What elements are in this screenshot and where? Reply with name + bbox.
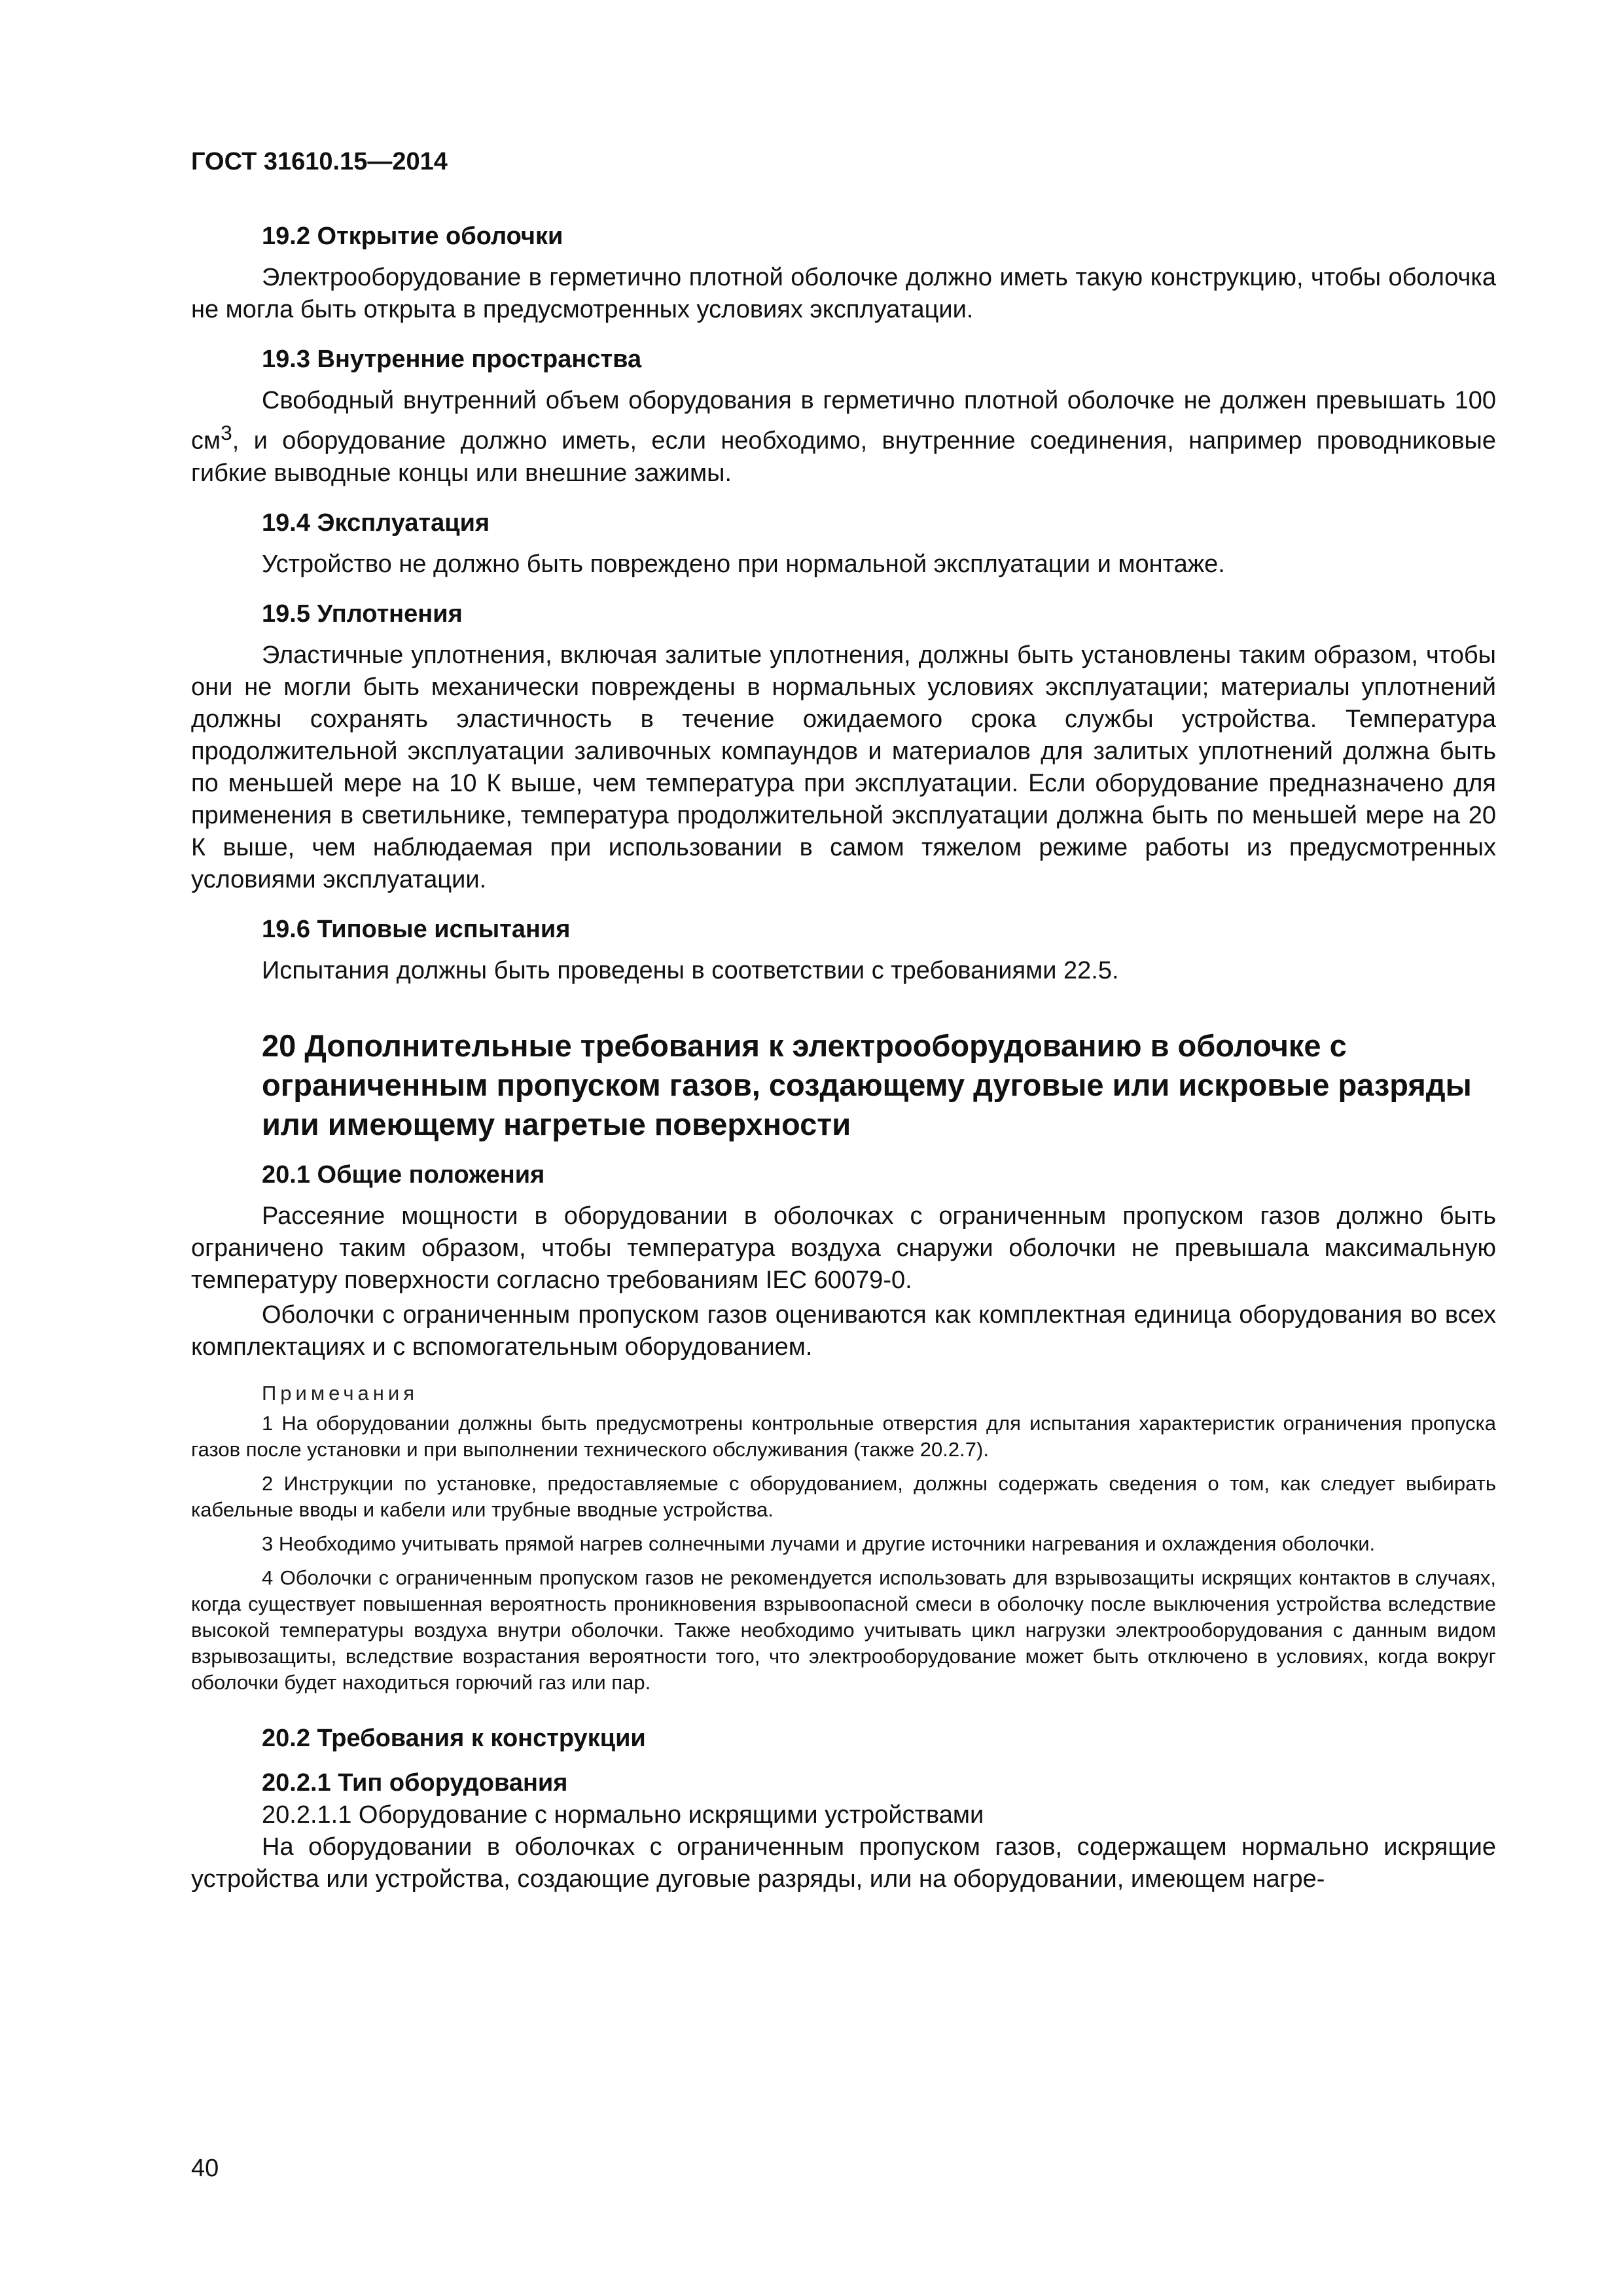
paragraph-20-2-1-1: На оборудовании в оболочках с ограниченным пропуском газов, содержащем нормально искрящие устройства или устройства, создающие дуговые разряды, или на оборудовании, имеющем нагре- <box>191 1833 1496 1893</box>
paragraph-19-3-part-a: Свободный внутренний объем оборудования в герметично плотной оболочке не должен превышать 100 см <box>191 387 1496 455</box>
section-title-20-2: 20.2 Требования к конструкции <box>262 1724 646 1752</box>
document-id: ГОСТ 31610.15—2014 <box>191 148 448 175</box>
page-number: 40 <box>191 2155 219 2182</box>
paragraph-19-5: Эластичные уплотнения, включая залитые уплотнения, должны быть установлены таким образом, чтобы они не могли быть механически повреждены в нормальных условиях эксплуатации; материалы уплотнений должны сохранять эластичность в течение ожидаемого срока службы устройства. Температура продолжительной эксплуатации заливочных компаундов и материалов для залитых уплотнений должна быть по меньшей мере на 10 К выше, чем температура при эксплуатации. Если оборудование предназначено для применения в светильнике, температура продолжительной эксплуатации должна быть по меньшей мере на 20 К выше, чем наблюдаемая при использовании в самом тяжелом режиме работы из предусмотренных условиями эксплуатации. <box>191 641 1496 893</box>
paragraph-20-1-1: Рассеяние мощности в оборудовании в оболочках с ограниченным пропуском газов должно быть ограничено таким образом, чтобы температура воздуха снаружи оболочки не превышала максимальную температуру поверхности согласно требованиям IEC 60079-0. <box>191 1202 1496 1294</box>
superscript-3: 3 <box>221 421 232 444</box>
section-title-20-2-1: 20.2.1 Тип оборудования <box>262 1768 568 1797</box>
paragraph-19-2: Электрооборудование в герметично плотной оболочке должно иметь такую конструкцию, чтобы оболочка не могла быть открыта в предусмотренных условиях эксплуатации. <box>191 264 1496 323</box>
note-2: 2 Инструкции по установке, предоставляемые с оборудованием, должны содержать сведения о том, как следует выбирать кабельные вводы и кабели или трубные вводные устройства. <box>191 1471 1496 1521</box>
section-title-19-3: 19.3 Внутренние пространства <box>262 346 642 373</box>
section-title-19-6: 19.6 Типовые испытания <box>262 915 571 943</box>
chapter-title-20: 20 Дополнительные требования к электрооборудованию в оболочке с ограниченным пропуском газов, создающему дуговые или искровые разряды или имеющему нагретые поверхности <box>262 1028 1472 1141</box>
notes-heading: Примечания <box>262 1381 418 1405</box>
paragraph-19-3-part-b: , и оборудование должно иметь, если необходимо, внутренние соединения, например проводниковые гибкие выводные концы или внешние зажимы. <box>191 427 1496 487</box>
section-title-19-2: 19.2 Открытие оболочки <box>262 223 563 250</box>
note-3: 3 Необходимо учитывать прямой нагрев солнечными лучами и другие источники нагревания и охлаждения оболочки. <box>262 1532 1376 1555</box>
paragraph-19-4: Устройство не должно быть повреждено при нормальной эксплуатации и монтаже. <box>262 550 1225 578</box>
paragraph-20-1-2: Оболочки с ограниченным пропуском газов оцениваются как комплектная единица оборудования во всех комплектациях и с вспомогательным оборудованием. <box>191 1300 1496 1361</box>
note-4: 4 Оболочки с ограниченным пропуском газов не рекомендуется использовать для взрывозащиты искрящих контактов в случаях, когда существует повышенная вероятность проникновения взрывоопасной смеси в оболочку после выключения устройства вследствие высокой температуры воздуха внутри оболочки. Также необходимо учитывать цикл нагрузки электрооборудования с данным видом взрывозащиты, вследствие возрастания вероятности того, что электрооборудование может быть отключено в условиях, когда вокруг оболочки будет находиться горючий газ или пар. <box>191 1566 1496 1694</box>
note-1: 1 На оборудовании должны быть предусмотрены контрольные отверстия для испытания характеристик ограничения пропуска газов после установки и при выполнении технического обслуживания (также 20.2.7). <box>191 1411 1496 1461</box>
paragraph-19-6: Испытания должны быть проведены в соответствии с требованиями 22.5. <box>262 956 1119 984</box>
paragraph-19-3 <box>191 385 1496 490</box>
page-body <box>191 220 1496 1907</box>
subsection-20-2-1-1: 20.2.1.1 Оборудование с нормально искрящими устройствами <box>262 1801 984 1829</box>
section-title-19-4: 19.4 Эксплуатация <box>262 509 490 537</box>
section-title-19-5: 19.5 Уплотнения <box>262 600 463 628</box>
section-title-20-1: 20.1 Общие положения <box>262 1160 545 1189</box>
